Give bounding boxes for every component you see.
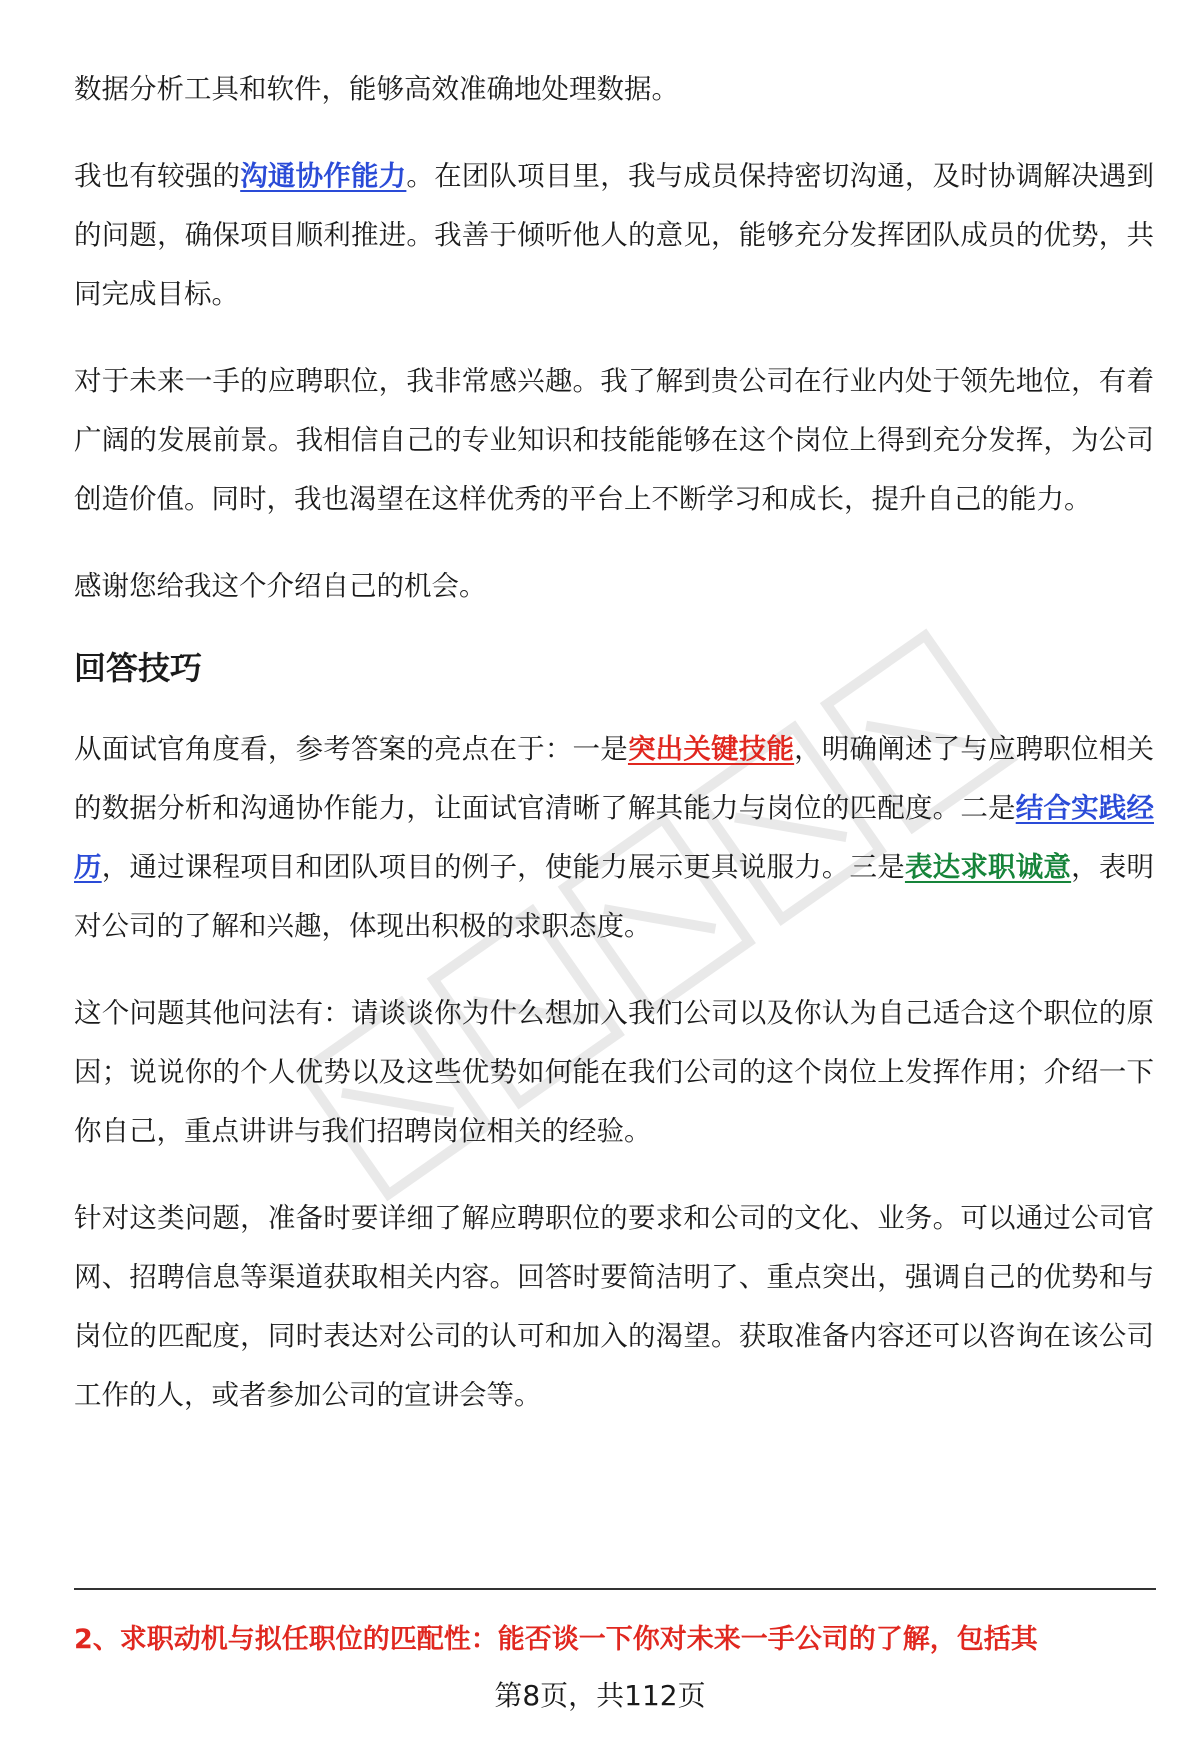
paragraph-intro-tail: 数据分析工具和软件，能够高效准确地处理数据。 (74, 73, 679, 105)
next-question-title: 2、求职动机与拟任职位的匹配性：能否谈一下你对未来一手公司的了解，包括其 (74, 1624, 1038, 1655)
highlights-text-d: ，表明对公司的了解和兴趣，体现出积极的求职态度。 (74, 851, 1155, 942)
paragraph-alternative-questions: 这个问题其他问法有：请谈谈你为什么想加入我们公司以及你认为自己适合这个职位的原因；说说你的个人优势以及这些优势如何能在我们公司的这个岗位上发挥作用；介绍一下你自己，重点讲讲与我们招聘岗位相关的经验。 (74, 997, 1154, 1147)
paragraph-preparation: 针对这类问题，准备时要详细了解应聘职位的要求和公司的文化、业务。可以通过公司官网、招聘信息等渠道获取相关内容。回答时要简洁明了、重点突出，强调自己的优势和与岗位的匹配度，同时表达对公司的认可和加入的渴望。获取准备内容还可以咨询在该公司工作的人，或者参加公司的宣讲会等。 (74, 1202, 1154, 1411)
highlight-communication-skill: 沟通协作能力 (240, 160, 407, 192)
section-divider (74, 1588, 1156, 1590)
highlights-text-c: ，通过课程项目和团队项目的例子，使能力展示更具说服力。三是 (101, 851, 905, 883)
highlight-practice-experience: 结合实践经历 (74, 792, 1155, 883)
page-number: 第8页，共112页 (494, 1679, 706, 1712)
highlight-key-skills: 突出关键技能 (627, 733, 795, 765)
document-body (74, 60, 1154, 1425)
paragraph-highlights (74, 720, 1154, 956)
highlights-text-b: ，明确阐述了与应聘职位相关的数据分析和沟通协作能力，让面试官清晰了解其能力与岗位的匹配度。二是 (74, 733, 1155, 824)
paragraph-thanks: 感谢您给我这个介绍自己的机会。 (74, 570, 487, 602)
paragraph-communication-pre: 我也有较强的 (74, 160, 241, 192)
highlight-sincerity: 表达求职诚意 (904, 851, 1072, 883)
highlights-text-a: 从面试官角度看，参考答案的亮点在于：一是 (74, 733, 628, 765)
section-heading-answer-tips: 回答技巧 (74, 649, 203, 687)
paragraph-interest: 对于未来一手的应聘职位，我非常感兴趣。我了解到贵公司在行业内处于领先地位，有着广阔的发展前景。我相信自己的专业知识和技能能够在这个岗位上得到充分发挥，为公司创造价值。同时，我也渴望在这样优秀的平台上不断学习和成长，提升自己的能力。 (74, 365, 1154, 515)
paragraph-communication-post: 。在团队项目里，我与成员保持密切沟通，及时协调解决遇到的问题，确保项目顺利推进。我善于倾听他人的意见，能够充分发挥团队成员的优势，共同完成目标。 (74, 160, 1155, 310)
paragraph-communication (74, 147, 1154, 324)
